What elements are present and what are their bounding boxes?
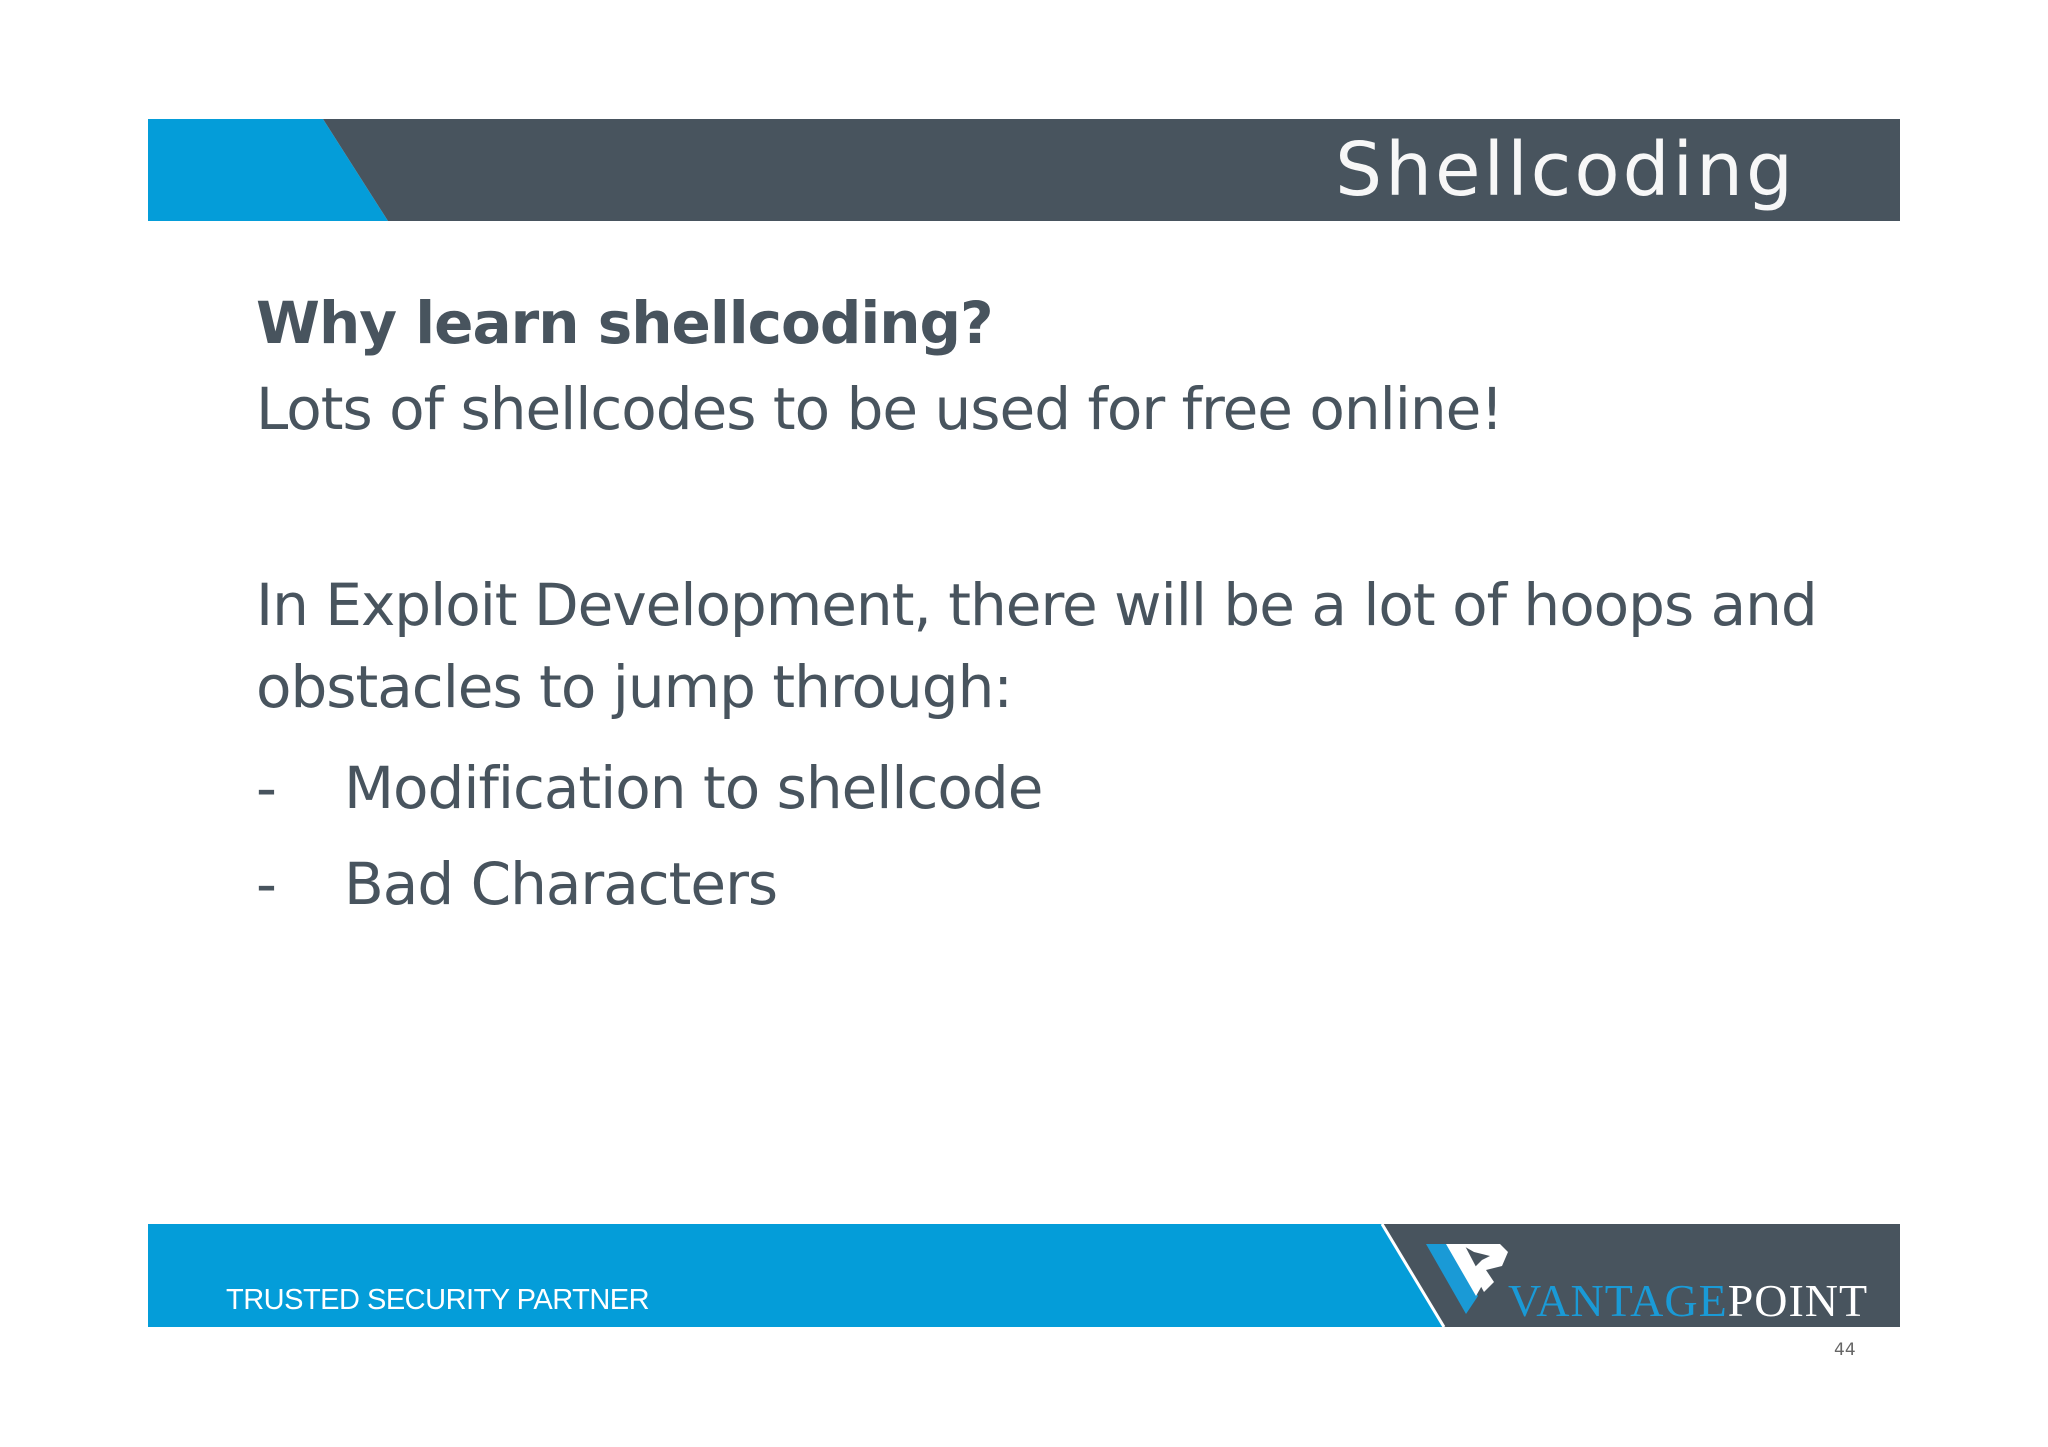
header-bar <box>148 119 1900 221</box>
bullet-text: Modification to shellcode <box>344 754 1043 822</box>
page-number: 44 <box>1834 1340 1856 1360</box>
paragraph-free-shellcodes: Lots of shellcodes to be used for free online! <box>256 375 1503 443</box>
list-item <box>256 740 1896 836</box>
bullet-text: Bad Characters <box>344 850 778 918</box>
logo-wordmark-point: POINT <box>1727 1275 1869 1326</box>
footer-bar <box>148 1224 1900 1327</box>
slide-title: Shellcoding <box>1335 127 1796 213</box>
slide-content <box>256 278 1896 932</box>
bullet-marker: - <box>256 754 276 822</box>
bullet-list <box>256 740 1896 932</box>
list-item <box>256 836 1896 932</box>
paragraph-exploit-development: In Exploit Development, there will be a lot of hoops and obstacles to jump through: <box>256 571 1817 721</box>
logo-wordmark <box>1508 1274 1868 1327</box>
footer-tagline: TRUSTED SECURITY PARTNER <box>226 1284 650 1316</box>
content-heading: Why learn shellcoding? <box>256 289 993 357</box>
logo-wordmark-vantage: VANTAGE <box>1508 1275 1728 1326</box>
vantagepoint-logo <box>1420 1230 1869 1326</box>
bullet-marker: - <box>256 850 276 918</box>
